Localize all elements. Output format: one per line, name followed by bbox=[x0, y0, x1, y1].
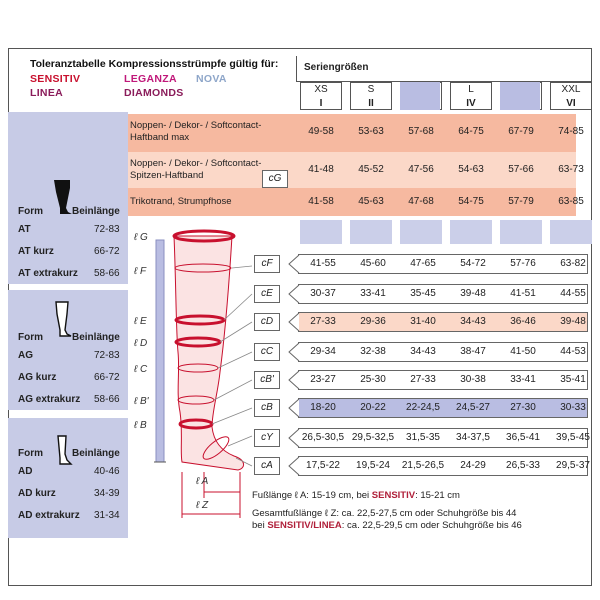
leg-length-value: 58-66 bbox=[94, 268, 120, 279]
leg-length-value: 72-83 bbox=[94, 224, 120, 235]
size-label: S bbox=[367, 84, 375, 95]
measure-value: 19,5-24 bbox=[356, 460, 390, 471]
size-header-xs bbox=[300, 82, 342, 110]
beinlaenge-label: Beinlänge bbox=[72, 332, 120, 343]
leg-form-name: AG kurz bbox=[18, 372, 57, 383]
blue-spacer bbox=[450, 220, 492, 244]
leg-form-name: AG extrakurz bbox=[18, 394, 81, 405]
measure-value: 29,5-32,5 bbox=[351, 432, 395, 443]
form-label: Form bbox=[18, 332, 43, 343]
measure-value: 34-43 bbox=[460, 316, 486, 327]
measure-value: 26,5-30,5 bbox=[301, 432, 345, 443]
beinlaenge-label: Beinlänge bbox=[72, 448, 120, 459]
measure-value: 24,5-27 bbox=[456, 402, 490, 413]
brand-sensitiv: SENSITIV bbox=[30, 73, 81, 85]
leg-length-value: 72-83 bbox=[94, 350, 120, 361]
band-value: 57-68 bbox=[408, 126, 434, 137]
measure-value: 18-20 bbox=[310, 402, 336, 413]
leg-level-label: ℓ G bbox=[134, 232, 148, 243]
measure-tag: cB' bbox=[254, 371, 280, 389]
row-pointer-icon bbox=[288, 342, 300, 362]
measure-value: 33-41 bbox=[510, 374, 536, 385]
measure-tag: cE bbox=[254, 285, 280, 303]
band-value: 57-79 bbox=[508, 196, 534, 207]
measure-value: 17,5-22 bbox=[306, 460, 340, 471]
leg-form-name: AT kurz bbox=[18, 246, 54, 257]
form-label: Form bbox=[18, 448, 43, 459]
band-value: 41-58 bbox=[308, 196, 334, 207]
row-pointer-icon bbox=[288, 370, 300, 390]
brand-diamonds: DIAMONDS bbox=[124, 87, 184, 99]
leg-form-name: AD extrakurz bbox=[18, 510, 80, 521]
band-label: Haftband max bbox=[130, 132, 190, 143]
leg-length-value: 40-46 bbox=[94, 466, 120, 477]
band-value: 63-73 bbox=[558, 164, 584, 175]
measure-value: 24-29 bbox=[460, 460, 486, 471]
blue-spacer bbox=[300, 220, 342, 244]
size-header-s bbox=[350, 82, 392, 110]
measure-value: 35-45 bbox=[410, 288, 436, 299]
band-value: 64-75 bbox=[458, 126, 484, 137]
band-value: 45-63 bbox=[358, 196, 384, 207]
measure-value: 26,5-33 bbox=[506, 460, 540, 471]
measure-value: 30-37 bbox=[310, 288, 336, 299]
band-value: 47-56 bbox=[408, 164, 434, 175]
leg-form-name: AG bbox=[18, 350, 33, 361]
measure-value: 22-24,5 bbox=[406, 402, 440, 413]
measure-value: 63-82 bbox=[560, 258, 586, 269]
measure-value: 41-50 bbox=[510, 346, 536, 357]
leg-form-name: AT bbox=[18, 224, 31, 235]
measure-value: 27-33 bbox=[410, 374, 436, 385]
band-value: 63-85 bbox=[558, 196, 584, 207]
measure-value: 34-43 bbox=[410, 346, 436, 357]
leg-form-name: AD bbox=[18, 466, 33, 477]
leg-length-value: 66-72 bbox=[94, 246, 120, 257]
band-value: 41-48 bbox=[308, 164, 334, 175]
measure-value: 29,5-37 bbox=[556, 460, 590, 471]
size-roman: I bbox=[319, 98, 323, 109]
size-roman: IV bbox=[466, 98, 476, 109]
brand-leganza: LEGANZA bbox=[124, 73, 177, 85]
band-value: 54-63 bbox=[458, 164, 484, 175]
band-label: Spitzen-Haftband bbox=[130, 170, 204, 181]
band-value: 45-52 bbox=[358, 164, 384, 175]
row-pointer-icon bbox=[288, 398, 300, 418]
row-pointer-icon bbox=[288, 254, 300, 274]
band-value: 54-75 bbox=[458, 196, 484, 207]
row-pointer-icon bbox=[288, 428, 300, 448]
leg-length-value: 66-72 bbox=[94, 372, 120, 383]
leg-level-label: ℓ F bbox=[134, 266, 147, 277]
leg-level-label: ℓ D bbox=[134, 338, 148, 349]
band-value: 47-68 bbox=[408, 196, 434, 207]
measure-value: 34-37,5 bbox=[456, 432, 490, 443]
measure-value: 54-72 bbox=[460, 258, 486, 269]
measure-value: 57-76 bbox=[510, 258, 536, 269]
leg-length-value: 34-39 bbox=[94, 488, 120, 499]
tag-cg: cG bbox=[262, 170, 288, 188]
measure-value: 30-33 bbox=[560, 402, 586, 413]
measure-value: 44-55 bbox=[560, 288, 586, 299]
label-la: ℓ A bbox=[196, 476, 209, 487]
blue-spacer bbox=[350, 220, 392, 244]
measure-value: 32-38 bbox=[360, 346, 386, 357]
measure-value: 25-30 bbox=[360, 374, 386, 385]
measure-value: 44-53 bbox=[560, 346, 586, 357]
table-title: Toleranztabelle Kompressionsstrümpfe gültig für: bbox=[30, 58, 279, 70]
blue-spacer bbox=[550, 220, 592, 244]
measure-value: 39-48 bbox=[460, 288, 486, 299]
measure-tag: cC bbox=[254, 343, 280, 361]
measure-value: 41-55 bbox=[310, 258, 336, 269]
row-pointer-icon bbox=[288, 284, 300, 304]
size-label: L bbox=[468, 84, 474, 95]
measure-tag: cY bbox=[254, 429, 280, 447]
measure-value: 27-30 bbox=[510, 402, 536, 413]
measure-value: 38-47 bbox=[460, 346, 486, 357]
col-m-header-bg bbox=[400, 82, 440, 110]
band-value: 53-63 bbox=[358, 126, 384, 137]
size-header-l bbox=[450, 82, 492, 110]
measure-tag: cA bbox=[254, 457, 280, 475]
size-roman: II bbox=[368, 98, 374, 109]
size-header-xxl bbox=[550, 82, 592, 110]
measure-value: 33-41 bbox=[360, 288, 386, 299]
leg-length-value: 58-66 bbox=[94, 394, 120, 405]
measure-value: 31-40 bbox=[410, 316, 436, 327]
leg-form-name: AD kurz bbox=[18, 488, 56, 499]
label-lz: ℓ Z bbox=[196, 500, 209, 511]
row-pointer-icon bbox=[288, 456, 300, 476]
band-label: Trikotrand, Strumpfhose bbox=[130, 196, 232, 207]
beinlaenge-label: Beinlänge bbox=[72, 206, 120, 217]
band-value: 49-58 bbox=[308, 126, 334, 137]
measure-value: 29-36 bbox=[360, 316, 386, 327]
measure-tag: cD bbox=[254, 313, 280, 331]
band-value: 67-79 bbox=[508, 126, 534, 137]
measure-value: 36-46 bbox=[510, 316, 536, 327]
leg-level-label: ℓ E bbox=[134, 316, 147, 327]
measure-value: 39-48 bbox=[560, 316, 586, 327]
leg-level-label: ℓ C bbox=[134, 364, 148, 375]
brand-nova: NOVA bbox=[196, 73, 227, 85]
size-label: XS bbox=[314, 84, 328, 95]
measure-value: 47-65 bbox=[410, 258, 436, 269]
measure-tag: cB bbox=[254, 399, 280, 417]
measure-value: 23-27 bbox=[310, 374, 336, 385]
size-label: XXL bbox=[561, 84, 581, 95]
form-label: Form bbox=[18, 206, 43, 217]
leg-form-name: AT extrakurz bbox=[18, 268, 78, 279]
band-label: Noppen- / Dekor- / Softcontact- bbox=[130, 120, 262, 131]
measure-value: 31,5-35 bbox=[406, 432, 440, 443]
footnote-sensitiv-linea: bei SENSITIV/LINEA: ca. 22,5-29,5 cm oder Schuhgröße bis 46 bbox=[252, 520, 522, 531]
measure-tag: cF bbox=[254, 255, 280, 273]
leg-level-label: ℓ B' bbox=[134, 396, 149, 407]
measure-value: 27-33 bbox=[310, 316, 336, 327]
leg-length-value: 31-34 bbox=[94, 510, 120, 521]
measure-value: 35-41 bbox=[560, 374, 586, 385]
measure-value: 45-60 bbox=[360, 258, 386, 269]
band-value: 57-66 bbox=[508, 164, 534, 175]
size-roman: VI bbox=[566, 98, 576, 109]
row-pointer-icon bbox=[288, 312, 300, 332]
measure-value: 39,5-45 bbox=[556, 432, 590, 443]
measure-value: 30-38 bbox=[460, 374, 486, 385]
band-value: 74-85 bbox=[558, 126, 584, 137]
footnote-total-length: Gesamtfußlänge ℓ Z: ca. 22,5-27,5 cm oder Schuhgröße bis 44 bbox=[252, 508, 517, 519]
measure-value: 20-22 bbox=[360, 402, 386, 413]
brand-linea: LINEA bbox=[30, 87, 63, 99]
leg-level-label: ℓ B bbox=[134, 420, 147, 431]
measure-value: 36,5-41 bbox=[506, 432, 540, 443]
measure-value: 29-34 bbox=[310, 346, 336, 357]
measure-value: 21,5-26,5 bbox=[401, 460, 445, 471]
col-xl-header-bg bbox=[500, 82, 540, 110]
band-label: Noppen- / Dekor- / Softcontact- bbox=[130, 158, 262, 169]
series-title: Seriengrößen bbox=[304, 62, 369, 73]
blue-spacer bbox=[500, 220, 542, 244]
blue-spacer bbox=[400, 220, 442, 244]
footnote-foot-length: Fußlänge ℓ A: 15-19 cm, bei SENSITIV: 15-21 cm bbox=[252, 490, 460, 501]
measure-value: 41-51 bbox=[510, 288, 536, 299]
